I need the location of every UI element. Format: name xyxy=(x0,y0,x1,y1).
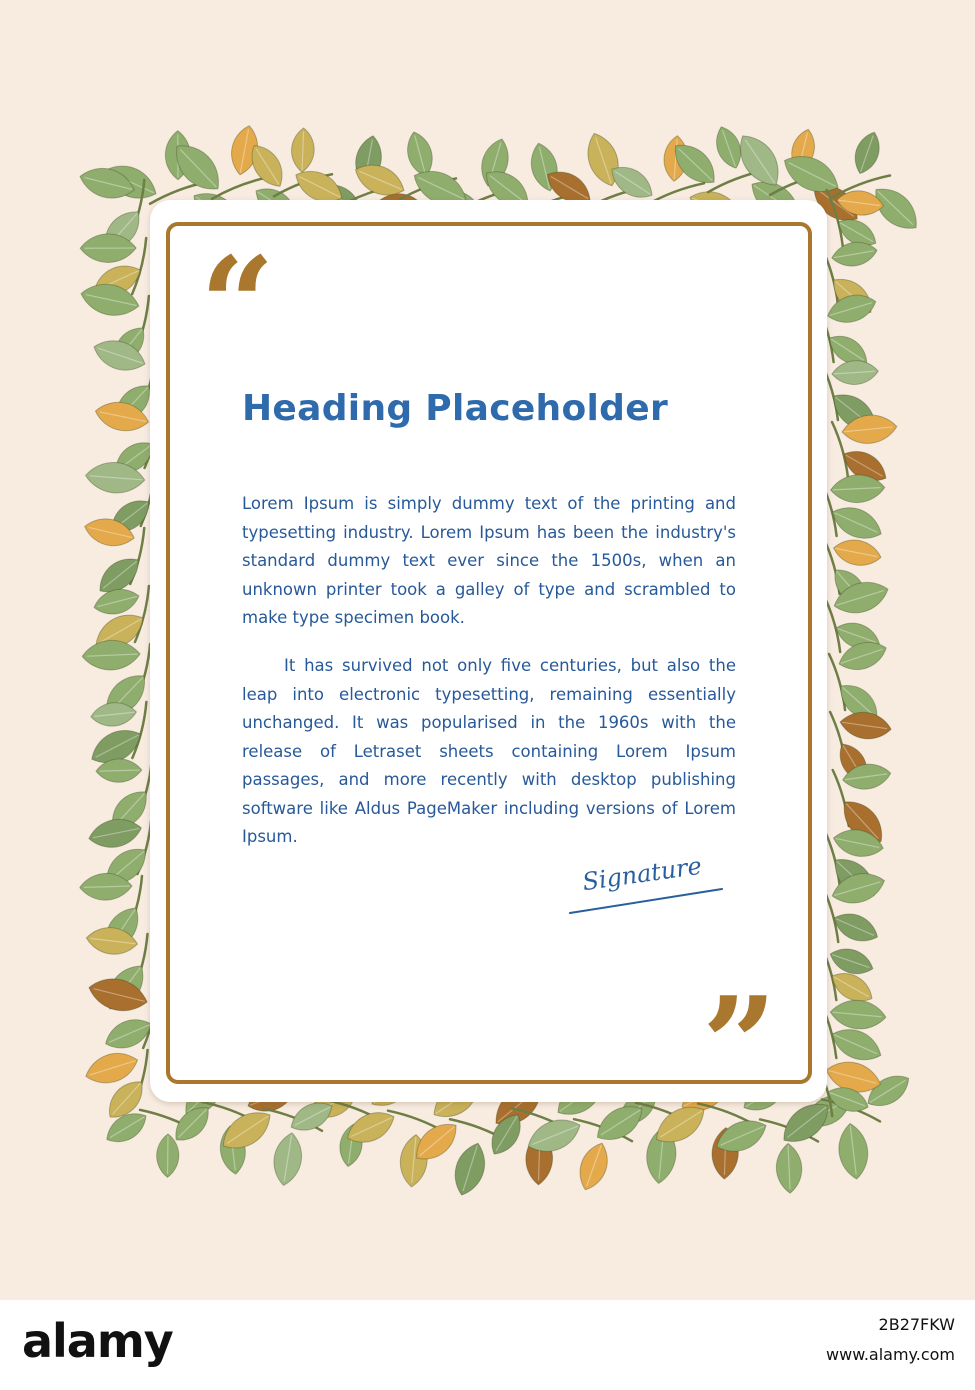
quote-open-icon: “ xyxy=(200,228,265,381)
leaf-icon xyxy=(849,129,884,178)
leaf-icon xyxy=(775,1143,803,1194)
alamy-logo: alamy xyxy=(22,1314,173,1368)
leaf-icon xyxy=(831,359,879,386)
leaf-icon xyxy=(291,128,315,173)
leaf-icon xyxy=(91,585,142,619)
quote-card xyxy=(150,200,827,1121)
leaf-icon xyxy=(448,1139,491,1199)
signature-text: Signature xyxy=(580,851,704,897)
leaf-icon xyxy=(270,1131,305,1188)
leaf-icon xyxy=(573,1139,613,1194)
quote-close-icon: ” xyxy=(702,968,767,1121)
watermark-footer xyxy=(0,1300,975,1390)
leaf-icon xyxy=(82,639,141,671)
footer-url: www.alamy.com xyxy=(826,1345,955,1364)
leaf-icon xyxy=(831,536,883,570)
body-paragraph-1: Lorem Ipsum is simply dummy text of the printing and typesetting industry. Lorem Ipsum has been the industry's standard dummy text ever since the 1500s, when an unknown printer took a galley of type and scrambled to make type specimen book. xyxy=(242,494,736,627)
leaf-icon xyxy=(156,1134,179,1178)
leaf-icon xyxy=(827,500,887,547)
leaf-icon xyxy=(836,1122,871,1181)
card-heading: Heading Placeholder xyxy=(242,388,668,429)
body-paragraph-2: It has survived not only five centuries, but also the leap into electronic typesetting, remaining essentially unchanged. It was popularised in the 1960s with the release of Letraset sheets containing Lorem Ipsum passages, and more recently with desktop publishing software like Aldus PageMaker including versions of Lorem Ipsum. xyxy=(242,656,736,846)
leaf-icon xyxy=(838,709,893,742)
leaf-icon xyxy=(824,289,880,328)
image-code: 2B27FKW xyxy=(878,1315,955,1334)
leaf-icon xyxy=(829,998,887,1032)
